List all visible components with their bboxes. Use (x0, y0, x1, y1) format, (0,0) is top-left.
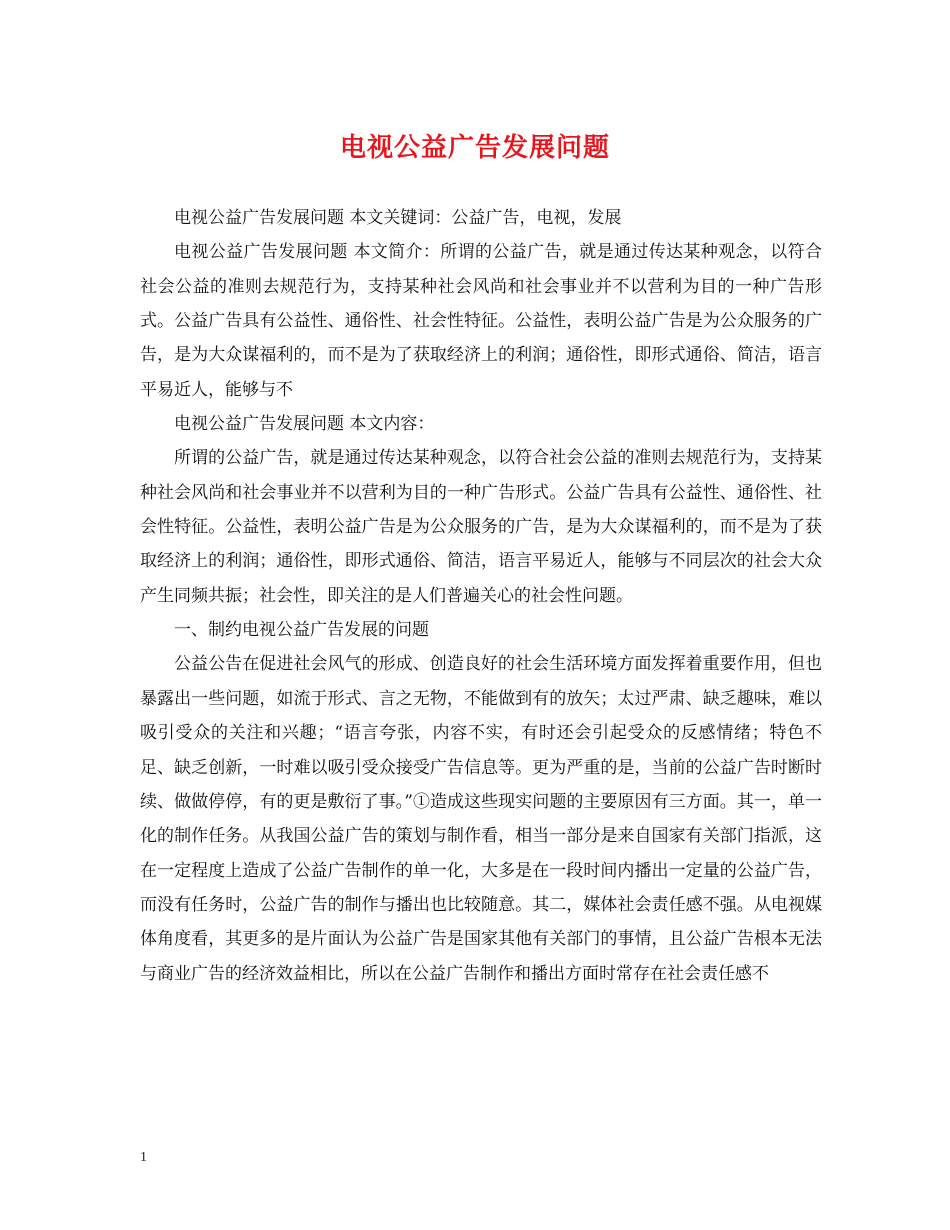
body-paragraph: 所谓的公益广告，就是通过传达某种观念，以符合社会公益的准则去规范行为，支持某种社会风尚和社会事业并不以营利为目的一种广告形式。公益广告具有公益性、通俗性、社会性特征。公益性，表明公益广告是为公众服务的广告，是为大众谋福利的，而不是为了获取经济上的利润；通俗性，即形式通俗、简洁，语言平易近人，能够与不同层次的社会大众产生同频共振；社会性，即关注的是人们普遍关心的社会性问题。 (140, 448, 822, 606)
summary-paragraph: 电视公益广告发展问题 本文简介：所谓的公益广告，就是通过传达某种观念，以符合社会公益的准则去规范行为，支持某种社会风尚和社会事业并不以营利为目的一种广告形式。公益广告具有公益性、通俗性、社会性特征。公益性，表明公益广告是为公众服务的广告，是为大众谋福利的，而不是为了获取经济上的利润；通俗性，即形式通俗、简洁，语言平易近人，能够与不 (140, 242, 822, 400)
keywords-paragraph: 电视公益广告发展问题 本文关键词：公益广告，电视，发展 (174, 208, 622, 228)
page-number: 1 (140, 1150, 147, 1165)
content-label-paragraph: 电视公益广告发展问题 本文内容： (174, 414, 435, 435)
section-heading: 一、制约电视公益广告发展的问题 (174, 620, 429, 641)
document-body (140, 201, 822, 991)
document-title: 电视公益广告发展问题 (339, 133, 610, 163)
body-paragraph: 公益公告在促进社会风气的形成、创造良好的社会生活环境方面发挥着重要作用，但也暴露出一些问题，如流于形式、言之无物，不能做到有的放矢；太过严肃、缺乏趣味，难以吸引受众的关注和兴趣；“语言夸张，内容不实，有时还会引起受众的反感情绪；特色不足、缺乏创新，一时难以吸引受众接受广告信息等。更为严重的是，当前的公益广告时断时续、做做停停，有的更是敷衍了事。”①造成这些现实问题的主要原因有三方面。其一，单一化的制作任务。从我国公益广告的策划与制作看，相当一部分是来自国家有关部门指派，这在一定程度上造成了公益广告制作的单一化，大多是在一段时间内播出一定量的公益广告，而没有任务时，公益广告的制作与播出也比较随意。其二，媒体社会责任感不强。从电视媒体角度看，其更多的是片面认为公益广告是国家其他有关部门的事情，且公益广告根本无法与商业广告的经济效益相比，所以在公益广告制作和播出方面时常存在社会责任感不 (140, 654, 822, 984)
